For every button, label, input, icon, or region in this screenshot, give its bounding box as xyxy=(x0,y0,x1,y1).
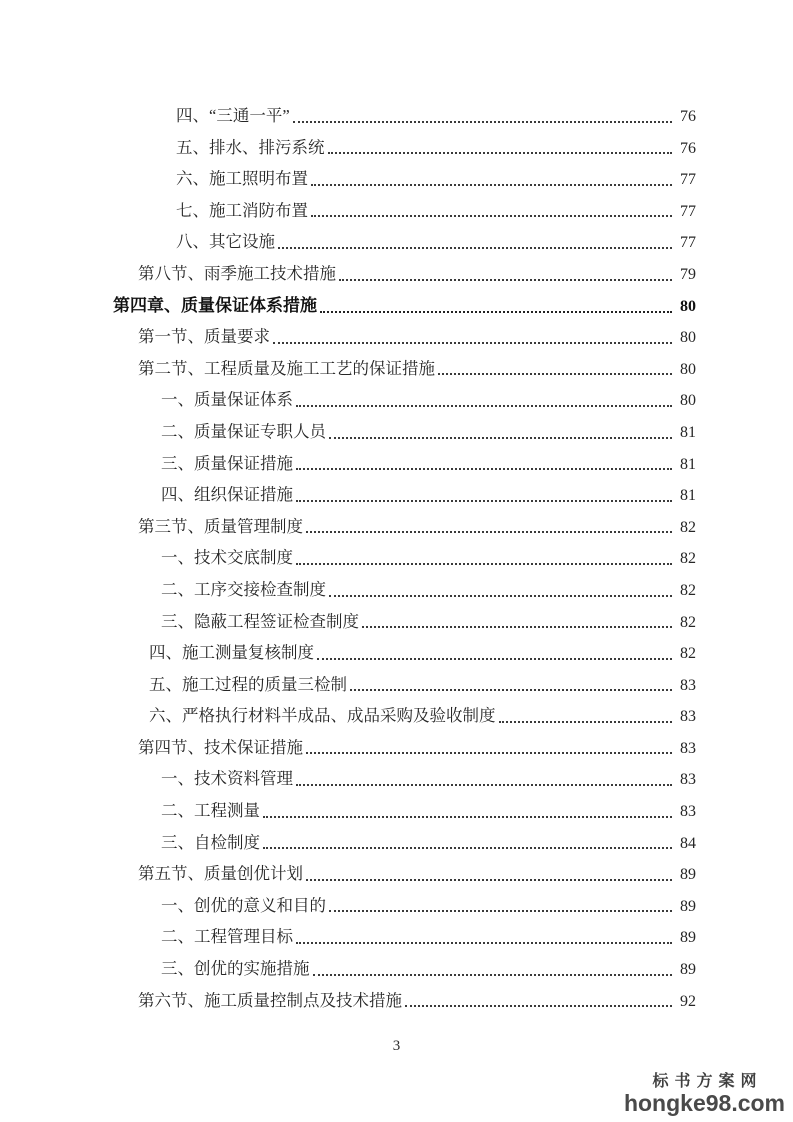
dot-leader xyxy=(296,563,672,565)
toc-entry-title: 四、施工测量复核制度 xyxy=(149,643,314,663)
toc-entry-page: 89 xyxy=(680,929,696,947)
toc-entry-title: 四、“三通一平” xyxy=(176,106,290,125)
toc-entry xyxy=(0,511,793,543)
toc-entry-title: 一、技术交底制度 xyxy=(161,548,293,568)
toc-entry-title: 二、工程管理目标 xyxy=(161,927,293,947)
toc-entry xyxy=(0,100,793,132)
toc-entry-title: 七、施工消防布置 xyxy=(176,200,308,220)
toc-entry-title: 第六节、施工质量控制点及技术措施 xyxy=(138,990,402,1010)
toc-entry xyxy=(0,985,793,1017)
toc-entry-page: 76 xyxy=(680,108,696,125)
dot-leader xyxy=(311,215,672,217)
toc-entry-page: 80 xyxy=(680,392,696,410)
dot-leader xyxy=(263,816,672,818)
toc-entry xyxy=(0,416,793,448)
dot-leader xyxy=(293,121,672,123)
dot-leader xyxy=(278,247,672,249)
dot-leader xyxy=(306,879,672,881)
dot-leader xyxy=(350,689,672,691)
toc-entry-page: 89 xyxy=(680,897,696,915)
watermark-site-url: hongke98.com xyxy=(623,1089,785,1116)
toc-entry-title: 四、组织保证措施 xyxy=(161,485,293,505)
toc-entry-title: 第四节、技术保证措施 xyxy=(138,737,303,757)
toc-entry-title: 五、施工过程的质量三检制 xyxy=(149,674,347,694)
toc-entry-page: 76 xyxy=(680,139,696,157)
toc-entry-title: 五、排水、排污系统 xyxy=(176,137,325,157)
toc-entry-page: 84 xyxy=(680,834,696,852)
toc-entry xyxy=(0,890,793,922)
dot-leader xyxy=(317,658,672,660)
toc-entry-page: 77 xyxy=(680,234,696,252)
toc-entry xyxy=(0,321,793,353)
dot-leader xyxy=(328,152,673,154)
toc-entry-page: 77 xyxy=(680,202,696,220)
toc-entry xyxy=(0,163,793,195)
dot-leader xyxy=(296,784,672,786)
dot-leader xyxy=(329,910,672,912)
toc-entry xyxy=(0,542,793,574)
toc-entry xyxy=(0,827,793,859)
toc-entry-title: 第二节、工程质量及施工工艺的保证措施 xyxy=(138,358,435,378)
dot-leader xyxy=(499,721,673,723)
dot-leader xyxy=(311,184,672,186)
toc-entry-page: 82 xyxy=(680,581,696,599)
toc-entry xyxy=(0,258,793,290)
toc-entry-page: 83 xyxy=(680,739,696,757)
toc-entry xyxy=(0,700,793,732)
toc-entry-title: 二、质量保证专职人员 xyxy=(161,421,326,441)
toc-entry-title: 六、严格执行材料半成品、成品采购及验收制度 xyxy=(149,706,496,726)
toc-entry-title: 第八节、雨季施工技术措施 xyxy=(138,263,336,283)
dot-leader xyxy=(306,752,672,754)
toc-entry-title: 三、隐蔽工程签证检查制度 xyxy=(161,611,359,631)
toc-entry-title: 八、其它设施 xyxy=(176,232,275,252)
toc-entry-page: 83 xyxy=(680,771,696,789)
toc-entry-page: 92 xyxy=(680,992,696,1010)
footer-page-number: 3 xyxy=(392,1038,401,1054)
dot-leader xyxy=(438,373,672,375)
toc-entry xyxy=(0,195,793,227)
toc-entry xyxy=(0,353,793,385)
toc-entry-title: 第一节、质量要求 xyxy=(138,327,270,347)
dot-leader xyxy=(313,974,673,976)
toc-entry xyxy=(0,606,793,638)
toc-entry xyxy=(0,669,793,701)
toc-entry xyxy=(0,858,793,890)
toc-entry-page: 89 xyxy=(680,961,696,979)
dot-leader xyxy=(306,531,672,533)
toc-entry-page: 79 xyxy=(680,265,696,283)
toc-entry-page: 82 xyxy=(680,518,696,536)
dot-leader xyxy=(405,1005,672,1007)
toc-entry-page: 81 xyxy=(680,487,696,505)
toc-entry xyxy=(0,479,793,511)
toc-entry-title: 三、自检制度 xyxy=(161,832,260,852)
toc-entry xyxy=(0,384,793,416)
toc-entry xyxy=(0,795,793,827)
toc-entry-page: 80 xyxy=(680,360,696,378)
toc-entry-title: 第三节、质量管理制度 xyxy=(138,516,303,536)
toc-entry-page: 82 xyxy=(680,613,696,631)
dot-leader xyxy=(362,626,672,628)
toc-entry-page: 82 xyxy=(680,550,696,568)
toc-entry-page: 80 xyxy=(680,297,696,315)
toc-entry xyxy=(0,732,793,764)
dot-leader xyxy=(329,437,672,439)
dot-leader xyxy=(296,942,672,944)
toc-entry-title: 六、施工照明布置 xyxy=(176,169,308,189)
dot-leader xyxy=(263,847,672,849)
toc-entry-title: 一、技术资料管理 xyxy=(161,769,293,789)
toc-entry-title: 三、创优的实施措施 xyxy=(161,959,310,979)
toc-entry-page: 83 xyxy=(680,708,696,726)
toc-entry-title: 第四章、质量保证体系措施 xyxy=(113,295,317,315)
toc-entry xyxy=(0,132,793,164)
table-of-contents xyxy=(0,100,793,1016)
toc-entry-title: 二、工序交接检查制度 xyxy=(161,579,326,599)
toc-entry xyxy=(0,574,793,606)
watermark-site-name: 标书方案网 xyxy=(652,1073,763,1091)
toc-entry-title: 一、质量保证体系 xyxy=(161,390,293,410)
toc-entry xyxy=(0,637,793,669)
toc-entry xyxy=(0,953,793,985)
toc-entry-page: 83 xyxy=(680,676,696,694)
toc-entry xyxy=(0,226,793,258)
toc-entry-page: 81 xyxy=(680,455,696,473)
dot-leader xyxy=(339,279,672,281)
toc-entry-title: 第五节、质量创优计划 xyxy=(138,864,303,884)
toc-entry-page: 80 xyxy=(680,329,696,347)
toc-entry-page: 77 xyxy=(680,171,696,189)
toc-entry xyxy=(0,448,793,480)
toc-entry xyxy=(0,921,793,953)
dot-leader xyxy=(296,405,672,407)
toc-entry-page: 83 xyxy=(680,803,696,821)
toc-entry xyxy=(0,290,793,322)
toc-entry-page: 81 xyxy=(680,423,696,441)
dot-leader xyxy=(296,500,672,502)
dot-leader xyxy=(329,595,672,597)
toc-entry-title: 二、工程测量 xyxy=(161,801,260,821)
toc-entry-page: 89 xyxy=(680,866,696,884)
dot-leader xyxy=(273,342,672,344)
toc-entry xyxy=(0,763,793,795)
toc-entry-title: 三、质量保证措施 xyxy=(161,453,293,473)
watermark xyxy=(624,1073,785,1116)
toc-entry-title: 一、创优的意义和目的 xyxy=(161,895,326,915)
toc-entry-page: 82 xyxy=(680,645,696,663)
dot-leader xyxy=(296,468,672,470)
dot-leader xyxy=(320,311,672,313)
